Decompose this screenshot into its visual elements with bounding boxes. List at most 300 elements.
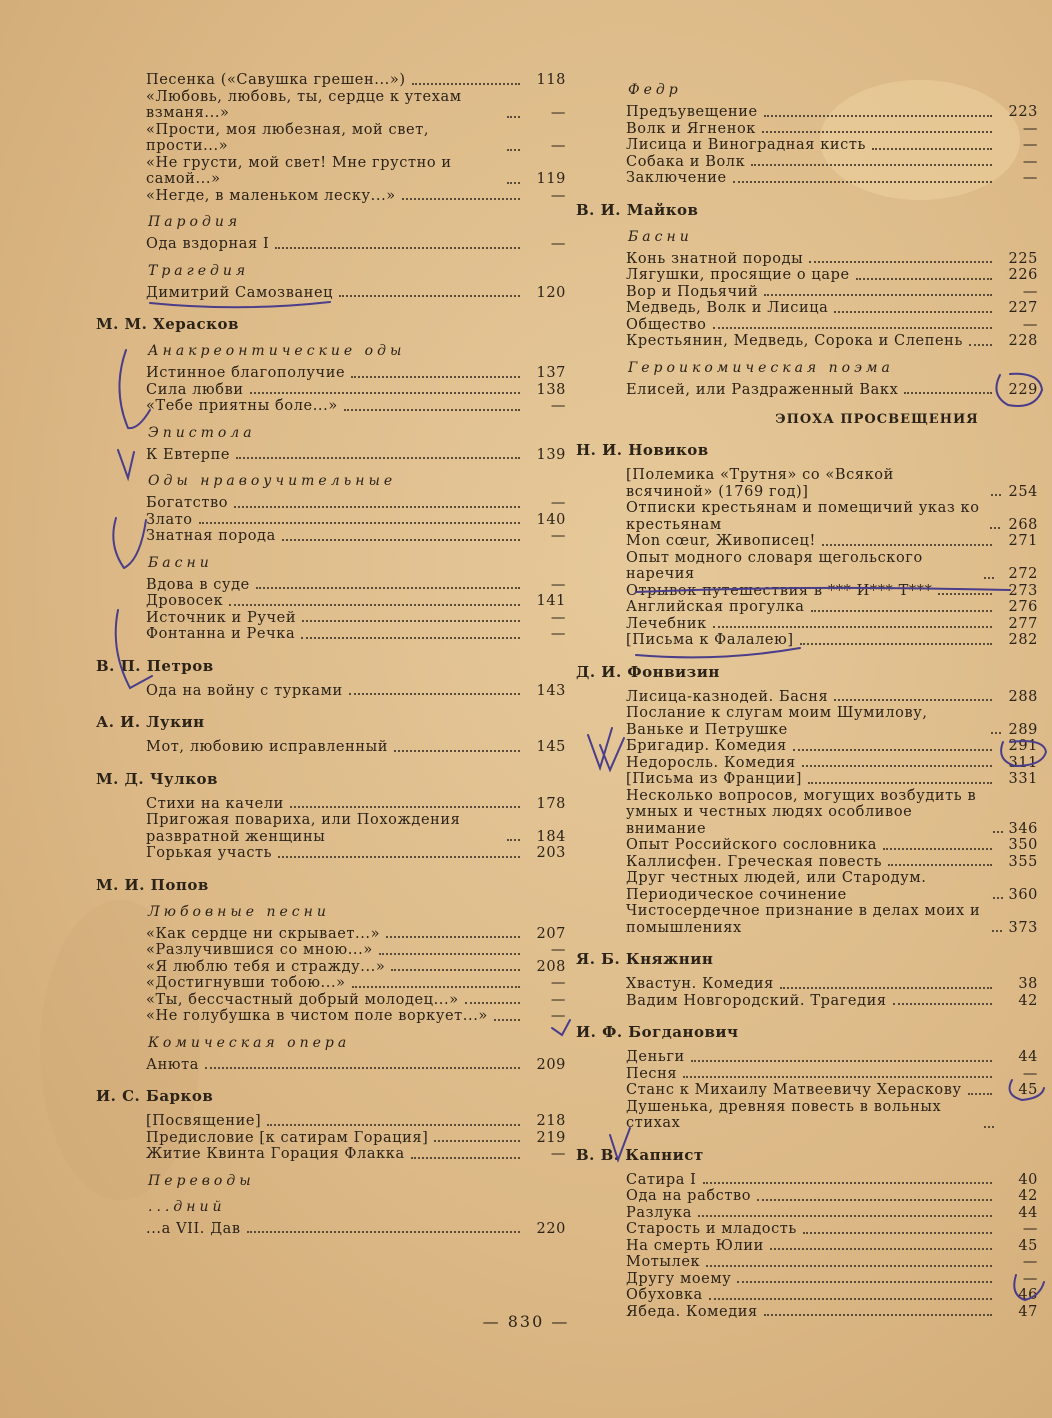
toc-entry (626, 689, 1038, 706)
dot-leader (811, 610, 993, 612)
dot-leader (800, 643, 992, 645)
dot-leader (339, 295, 520, 297)
section-heading: Федр (628, 82, 682, 98)
entry-page: — (1022, 120, 1038, 137)
entry-page: 45 (1018, 1082, 1038, 1098)
entry-page: — (1022, 316, 1038, 333)
entry-page: 273 (1008, 582, 1038, 599)
entry-title: Собака и Волк (626, 153, 746, 170)
toc-entry (626, 632, 1038, 649)
author-heading: Д. И. Фонвизин (576, 662, 720, 681)
entry-title: ...а VII. Дав (146, 1220, 241, 1237)
entry-title: Вадим Новгородский. Трагедия (626, 992, 887, 1009)
toc-entry (146, 89, 566, 122)
dot-leader (709, 1298, 992, 1300)
toc-entry (626, 854, 1038, 871)
entry-page: — (550, 1146, 566, 1162)
entry-page: 254 (1008, 483, 1038, 500)
toc-entry (626, 1049, 1038, 1066)
entry-title: «Разлучившися со мною...» (146, 942, 373, 958)
entry-title: Стихи на качели (146, 795, 284, 812)
dot-leader (250, 392, 520, 394)
entry-page: 145 (536, 739, 566, 755)
entry-page: 138 (536, 381, 566, 398)
toc-entry (146, 942, 566, 959)
entry-page: 143 (536, 682, 566, 699)
entry-page: — (550, 975, 566, 991)
toc-entry (146, 72, 566, 89)
toc-entry (626, 104, 1038, 121)
dot-leader (990, 527, 1000, 529)
toc-entry (146, 1113, 566, 1130)
dot-leader (737, 1281, 992, 1283)
dot-leader (733, 181, 992, 183)
section-heading: Пародия (148, 214, 242, 230)
dot-leader (507, 149, 520, 151)
section-heading: Комическая опера (148, 1034, 351, 1051)
toc-entry (146, 975, 566, 992)
toc-entry (146, 1008, 566, 1025)
entry-title: Сила любви (146, 381, 244, 398)
toc-entry (146, 188, 566, 205)
entry-title: «Не голубушка в чистом поле воркует...» (146, 1008, 488, 1024)
dot-leader (993, 897, 1003, 899)
toc-entry (146, 577, 566, 594)
entry-page: — (550, 236, 566, 252)
entry-page: — (1022, 1254, 1038, 1270)
entry-page: 203 (536, 845, 566, 861)
dot-leader (883, 848, 992, 850)
dot-leader (969, 344, 992, 346)
toc-entry (626, 333, 1038, 350)
entry-page: 44 (1018, 1049, 1038, 1065)
dot-leader (412, 83, 520, 85)
dot-leader (205, 1067, 520, 1069)
entry-title: Елисей, или Раздраженный Вакх (626, 381, 899, 398)
toc-entry (626, 903, 1038, 936)
entry-title: [Посвящение] (146, 1113, 262, 1129)
toc-entry (626, 251, 1038, 268)
toc-entry (626, 788, 1038, 838)
dot-leader (993, 831, 1003, 833)
entry-page: 291 (1008, 738, 1038, 754)
entry-page: — (550, 991, 566, 1008)
entry-page: 223 (1008, 104, 1038, 120)
entry-page: 184 (536, 828, 566, 845)
author-heading: В. И. Майков (576, 200, 699, 219)
entry-page: 360 (1008, 886, 1038, 903)
toc-entry (146, 1221, 566, 1238)
toc-entry (146, 926, 566, 943)
section-heading: Басни (148, 554, 213, 571)
toc-entry (626, 837, 1038, 854)
entry-title: Отписки крестьянам и помещичий указ ко крестьянам (626, 500, 980, 533)
toc-entry (626, 976, 1038, 993)
toc-entry (146, 610, 566, 627)
entry-page: 288 (1008, 688, 1038, 705)
entry-page: — (550, 105, 566, 121)
toc-entry (626, 550, 1038, 583)
dot-leader (229, 604, 520, 606)
toc-entry (626, 467, 1038, 500)
entry-title: [Письма из Франции] (626, 771, 803, 787)
toc-entry (626, 317, 1038, 334)
toc-entry (626, 267, 1038, 284)
author-heading: А. И. Лукин (96, 713, 205, 731)
dot-leader (247, 1231, 520, 1233)
entry-title: Крестьянин, Медведь, Сорока и Слепень (626, 333, 963, 349)
toc-entry (626, 599, 1038, 616)
entry-page: 178 (536, 795, 566, 812)
entry-title: Разлука (626, 1204, 692, 1221)
toc-entry (626, 500, 1038, 533)
toc-entry (626, 870, 1038, 903)
entry-page: 118 (536, 72, 566, 88)
entry-page: 120 (536, 284, 566, 301)
toc-entry (626, 738, 1038, 755)
entry-title: «Прости, моя любезная, мой свет, прости...» (146, 121, 430, 154)
dot-leader (762, 131, 992, 133)
dot-leader (349, 693, 520, 695)
dot-leader (751, 164, 992, 166)
dot-leader (856, 278, 992, 280)
entry-title: «Любовь, любовь, ты, сердце к утехам взманя...» (146, 88, 462, 121)
dot-leader (391, 969, 520, 971)
entry-title: Станс к Михаилу Матвеевичу Хераскову (626, 1082, 962, 1098)
toc-entry (146, 155, 566, 188)
entry-page: 271 (1008, 533, 1038, 549)
entry-title: Другу моему (626, 1270, 732, 1287)
entry-page: — (550, 398, 566, 414)
section-heading: Трагедия (148, 262, 250, 279)
entry-page: 272 (1008, 566, 1038, 582)
entry-title: Ода на войну с турками (146, 682, 343, 699)
toc-entry (146, 495, 566, 512)
dot-leader (809, 261, 992, 263)
entry-title: На смерть Юлии (626, 1237, 764, 1254)
entry-title: Богатство (146, 495, 229, 511)
entry-title: Отрывок путешествия в *** И*** Т*** (626, 582, 933, 599)
toc-entry (626, 1254, 1038, 1271)
entry-page: 282 (1008, 632, 1038, 648)
dot-leader (507, 182, 520, 184)
author-heading: Н. И. Новиков (576, 441, 709, 459)
toc-entry (626, 121, 1038, 138)
entry-page: 47 (1018, 1303, 1038, 1320)
dot-leader (301, 637, 520, 639)
entry-title: Английская прогулка (626, 599, 805, 615)
section-heading: Оды нравоучительные (148, 473, 397, 489)
entry-title: Мот, любовию исправленный (146, 739, 389, 755)
toc-entry (146, 512, 566, 529)
entry-title: «Не грусти, мой свет! Мне грустно и самой...» (146, 154, 452, 187)
author-heading: Я. Б. Княжнин (576, 950, 714, 968)
toc-entry (146, 683, 566, 700)
toc-entry (146, 959, 566, 976)
dot-leader (793, 749, 992, 751)
dot-leader (411, 1157, 520, 1159)
dot-leader (352, 986, 520, 988)
entry-title: Ода на рабство (626, 1188, 752, 1204)
entry-page: 38 (1018, 976, 1038, 992)
dot-leader (344, 409, 520, 411)
entry-page: 119 (536, 171, 566, 187)
dot-leader (236, 457, 520, 459)
toc-entry (146, 447, 566, 464)
entry-title: Лисица и Виноградная кисть (626, 137, 866, 153)
toc-entry (146, 1057, 566, 1074)
dot-leader (683, 1076, 992, 1078)
entry-title: Заключение (626, 170, 727, 186)
entry-title: Несколько вопросов, могущих возбудить в умных и честных людях особливое внимание (626, 787, 977, 837)
entry-title: Знатная порода (146, 528, 276, 544)
entry-title: Мотылек (626, 1254, 701, 1270)
toc-entry (626, 755, 1038, 772)
dot-leader (691, 1060, 992, 1062)
dot-leader (984, 577, 994, 579)
entry-title: Фонтанна и Речка (146, 626, 296, 642)
entry-page: 45 (1018, 1237, 1038, 1254)
toc-entry (626, 1205, 1038, 1222)
entry-page: 220 (536, 1220, 566, 1237)
dot-leader (991, 732, 1001, 734)
toc-entry (146, 285, 566, 302)
entry-title: Песня (626, 1065, 678, 1082)
entry-page: 289 (1008, 721, 1038, 738)
entry-page: 276 (1008, 599, 1038, 615)
entry-page: 311 (1008, 754, 1038, 771)
author-heading: М. И. Попов (96, 875, 209, 894)
toc-entry (146, 365, 566, 382)
entry-page: 346 (1008, 820, 1038, 837)
author-heading: В. В. Капнист (576, 1145, 704, 1164)
dot-leader (991, 494, 1001, 496)
entry-page: — (550, 626, 566, 642)
entry-page: 42 (1018, 1188, 1038, 1204)
entry-title: Лягушки, просящие о царе (626, 267, 850, 283)
toc-entry (626, 284, 1038, 301)
entry-title: Недоросль. Комедия (626, 754, 796, 771)
dot-leader (507, 839, 520, 841)
dot-leader (938, 593, 992, 595)
entry-title: Предъувещение (626, 104, 758, 120)
era-heading: ЭПОХА ПРОСВЕЩЕНИЯ (775, 412, 979, 427)
entry-title: Старость и младость (626, 1221, 797, 1237)
entry-title: Истинное благополучие (146, 365, 346, 381)
dot-leader (904, 392, 992, 394)
section-heading: Анакреонтические оды (148, 343, 406, 359)
entry-page: 228 (1008, 333, 1038, 349)
entry-title: Песенка («Савушка грешен...») (146, 72, 406, 88)
entry-title: «Тебе приятны боле...» (146, 398, 338, 414)
toc-entry (626, 1238, 1038, 1255)
toc-entry (146, 236, 566, 253)
entry-page: — (550, 942, 566, 958)
toc-entry (146, 382, 566, 399)
dot-leader (834, 311, 992, 313)
entry-page: 208 (536, 958, 566, 975)
dot-leader (703, 1182, 993, 1184)
entry-title: Бригадир. Комедия (626, 738, 787, 754)
toc-entry (626, 1172, 1038, 1189)
dot-leader (267, 1124, 520, 1126)
page-number: — 830 — (482, 1312, 570, 1331)
entry-title: Житие Квинта Горация Флакка (146, 1146, 405, 1162)
entry-title: Ода вздорная I (146, 236, 270, 252)
dot-leader (278, 856, 520, 858)
entry-title: Ябеда. Комедия (626, 1303, 758, 1320)
entry-page: 350 (1008, 837, 1038, 853)
entry-page: — (550, 138, 566, 154)
dot-leader (302, 620, 520, 622)
dot-leader (984, 1126, 994, 1128)
entry-page: 140 (536, 511, 566, 528)
dot-leader (282, 539, 520, 541)
toc-entry (626, 1066, 1038, 1083)
dot-leader (494, 1019, 520, 1021)
entry-title: Анюта (146, 1056, 199, 1073)
dot-leader (379, 953, 520, 955)
entry-title: Друг честных людей, или Стародум. Периодическое сочинение (626, 870, 927, 903)
entry-title: Дровосек (146, 593, 224, 609)
entry-title: «Ты, бессчастный добрый молодец...» (146, 991, 459, 1008)
entry-page: — (550, 187, 566, 204)
entry-title: «Достигнувши тобою...» (146, 975, 346, 991)
toc-entry (626, 583, 1038, 600)
section-heading: Эпистола (148, 424, 256, 441)
entry-page: — (550, 609, 566, 626)
section-heading: Басни (628, 228, 693, 245)
dot-leader (872, 148, 992, 150)
entry-page: 373 (1008, 919, 1038, 936)
section-heading: Героикомическая поэма (628, 359, 894, 376)
entry-page: 229 (1008, 381, 1038, 398)
toc-entry (146, 122, 566, 155)
entry-page: 218 (536, 1113, 566, 1129)
entry-title: [Письма к Фалалею] (626, 632, 794, 648)
dot-leader (199, 522, 520, 524)
entry-page: — (1022, 1221, 1038, 1237)
entry-title: Опыт модного словаря щегольского наречия (626, 549, 923, 582)
toc-entry (146, 528, 566, 545)
entry-title: Вдова в суде (146, 576, 250, 593)
entry-page: — (550, 528, 566, 544)
toc-entry (146, 398, 566, 415)
entry-page: 268 (1008, 516, 1038, 533)
entry-title: Димитрий Самозванец (146, 284, 334, 301)
dot-leader (764, 294, 992, 296)
left-column (96, 72, 566, 1237)
toc-entry (626, 616, 1038, 633)
dot-leader (713, 626, 992, 628)
toc-entry (626, 1082, 1038, 1099)
entry-page: — (550, 1008, 566, 1024)
dot-leader (770, 1248, 992, 1250)
entry-title: Конь знатной породы (626, 250, 804, 267)
right-column (576, 72, 1038, 1320)
entry-page: 44 (1018, 1204, 1038, 1221)
toc-entry (146, 845, 566, 862)
dot-leader (834, 699, 992, 701)
entry-page: — (1022, 1065, 1038, 1082)
entry-title: Душенька, древняя повесть в вольных стихах (626, 1098, 942, 1131)
entry-title: Чистосердечное признание в делах моих и помышлениях (626, 903, 981, 936)
toc-entry (146, 812, 566, 845)
dot-leader (465, 1002, 520, 1004)
entry-title: Сатира I (626, 1171, 697, 1188)
entry-title: Лисица-казнодей. Басня (626, 688, 829, 705)
dot-leader (764, 115, 992, 117)
entry-page: 137 (536, 365, 566, 381)
entry-page: — (1022, 137, 1038, 153)
dot-leader (888, 864, 992, 866)
entry-page: 226 (1008, 267, 1038, 283)
entry-title: «Негде, в маленьком леску...» (146, 187, 396, 204)
entry-page: 225 (1008, 250, 1038, 267)
dot-leader (802, 765, 992, 767)
author-heading: В. П. Петров (96, 656, 214, 675)
toc-entry (626, 771, 1038, 788)
dot-leader (706, 1265, 992, 1267)
toc-entry (626, 533, 1038, 550)
toc-entry (146, 796, 566, 813)
entry-title: Горькая участь (146, 845, 273, 861)
entry-page: 219 (536, 1129, 566, 1146)
dot-leader (386, 936, 520, 938)
entry-title: Mon cœur, Живописец! (626, 533, 816, 549)
section-heading: Любовные песни (148, 903, 330, 920)
entry-page: 209 (536, 1056, 566, 1073)
dot-leader (434, 1140, 520, 1142)
toc-entry (146, 626, 566, 643)
dot-leader (757, 1199, 992, 1201)
toc-entry (626, 382, 1038, 399)
entry-page: 40 (1018, 1171, 1038, 1188)
entry-title: Пригожая повариха, или Похождения развратной женщины (146, 812, 461, 845)
entry-page: 227 (1008, 300, 1038, 316)
toc-entry (626, 154, 1038, 171)
entry-page: — (550, 495, 566, 511)
toc-entry (146, 739, 566, 756)
entry-page: 331 (1008, 771, 1038, 787)
dot-leader (275, 247, 520, 249)
toc-entry (626, 1188, 1038, 1205)
toc-entry (626, 1287, 1038, 1304)
dot-leader (780, 987, 992, 989)
toc-entry (626, 137, 1038, 154)
toc-entry (626, 993, 1038, 1010)
toc-entry (146, 593, 566, 610)
entry-title: Предисловие [к сатирам Горация] (146, 1129, 429, 1146)
author-heading: М. Д. Чулков (96, 769, 218, 788)
dot-leader (893, 1003, 992, 1005)
toc-entry (626, 300, 1038, 317)
section-heading: ...дний (148, 1198, 226, 1215)
entry-title: «Я люблю тебя и стражду...» (146, 958, 386, 975)
dot-leader (234, 506, 520, 508)
dot-leader (402, 198, 520, 200)
dot-leader (394, 750, 520, 752)
author-heading: И. Ф. Богданович (576, 1023, 739, 1041)
entry-title: Деньги (626, 1049, 685, 1065)
entry-page: — (550, 576, 566, 593)
entry-title: Злато (146, 511, 193, 528)
entry-page: 46 (1018, 1287, 1038, 1303)
entry-title: Каллисфен. Греческая повесть (626, 853, 883, 870)
dot-leader (713, 327, 992, 329)
toc-entry (626, 170, 1038, 187)
dot-leader (803, 1232, 992, 1234)
